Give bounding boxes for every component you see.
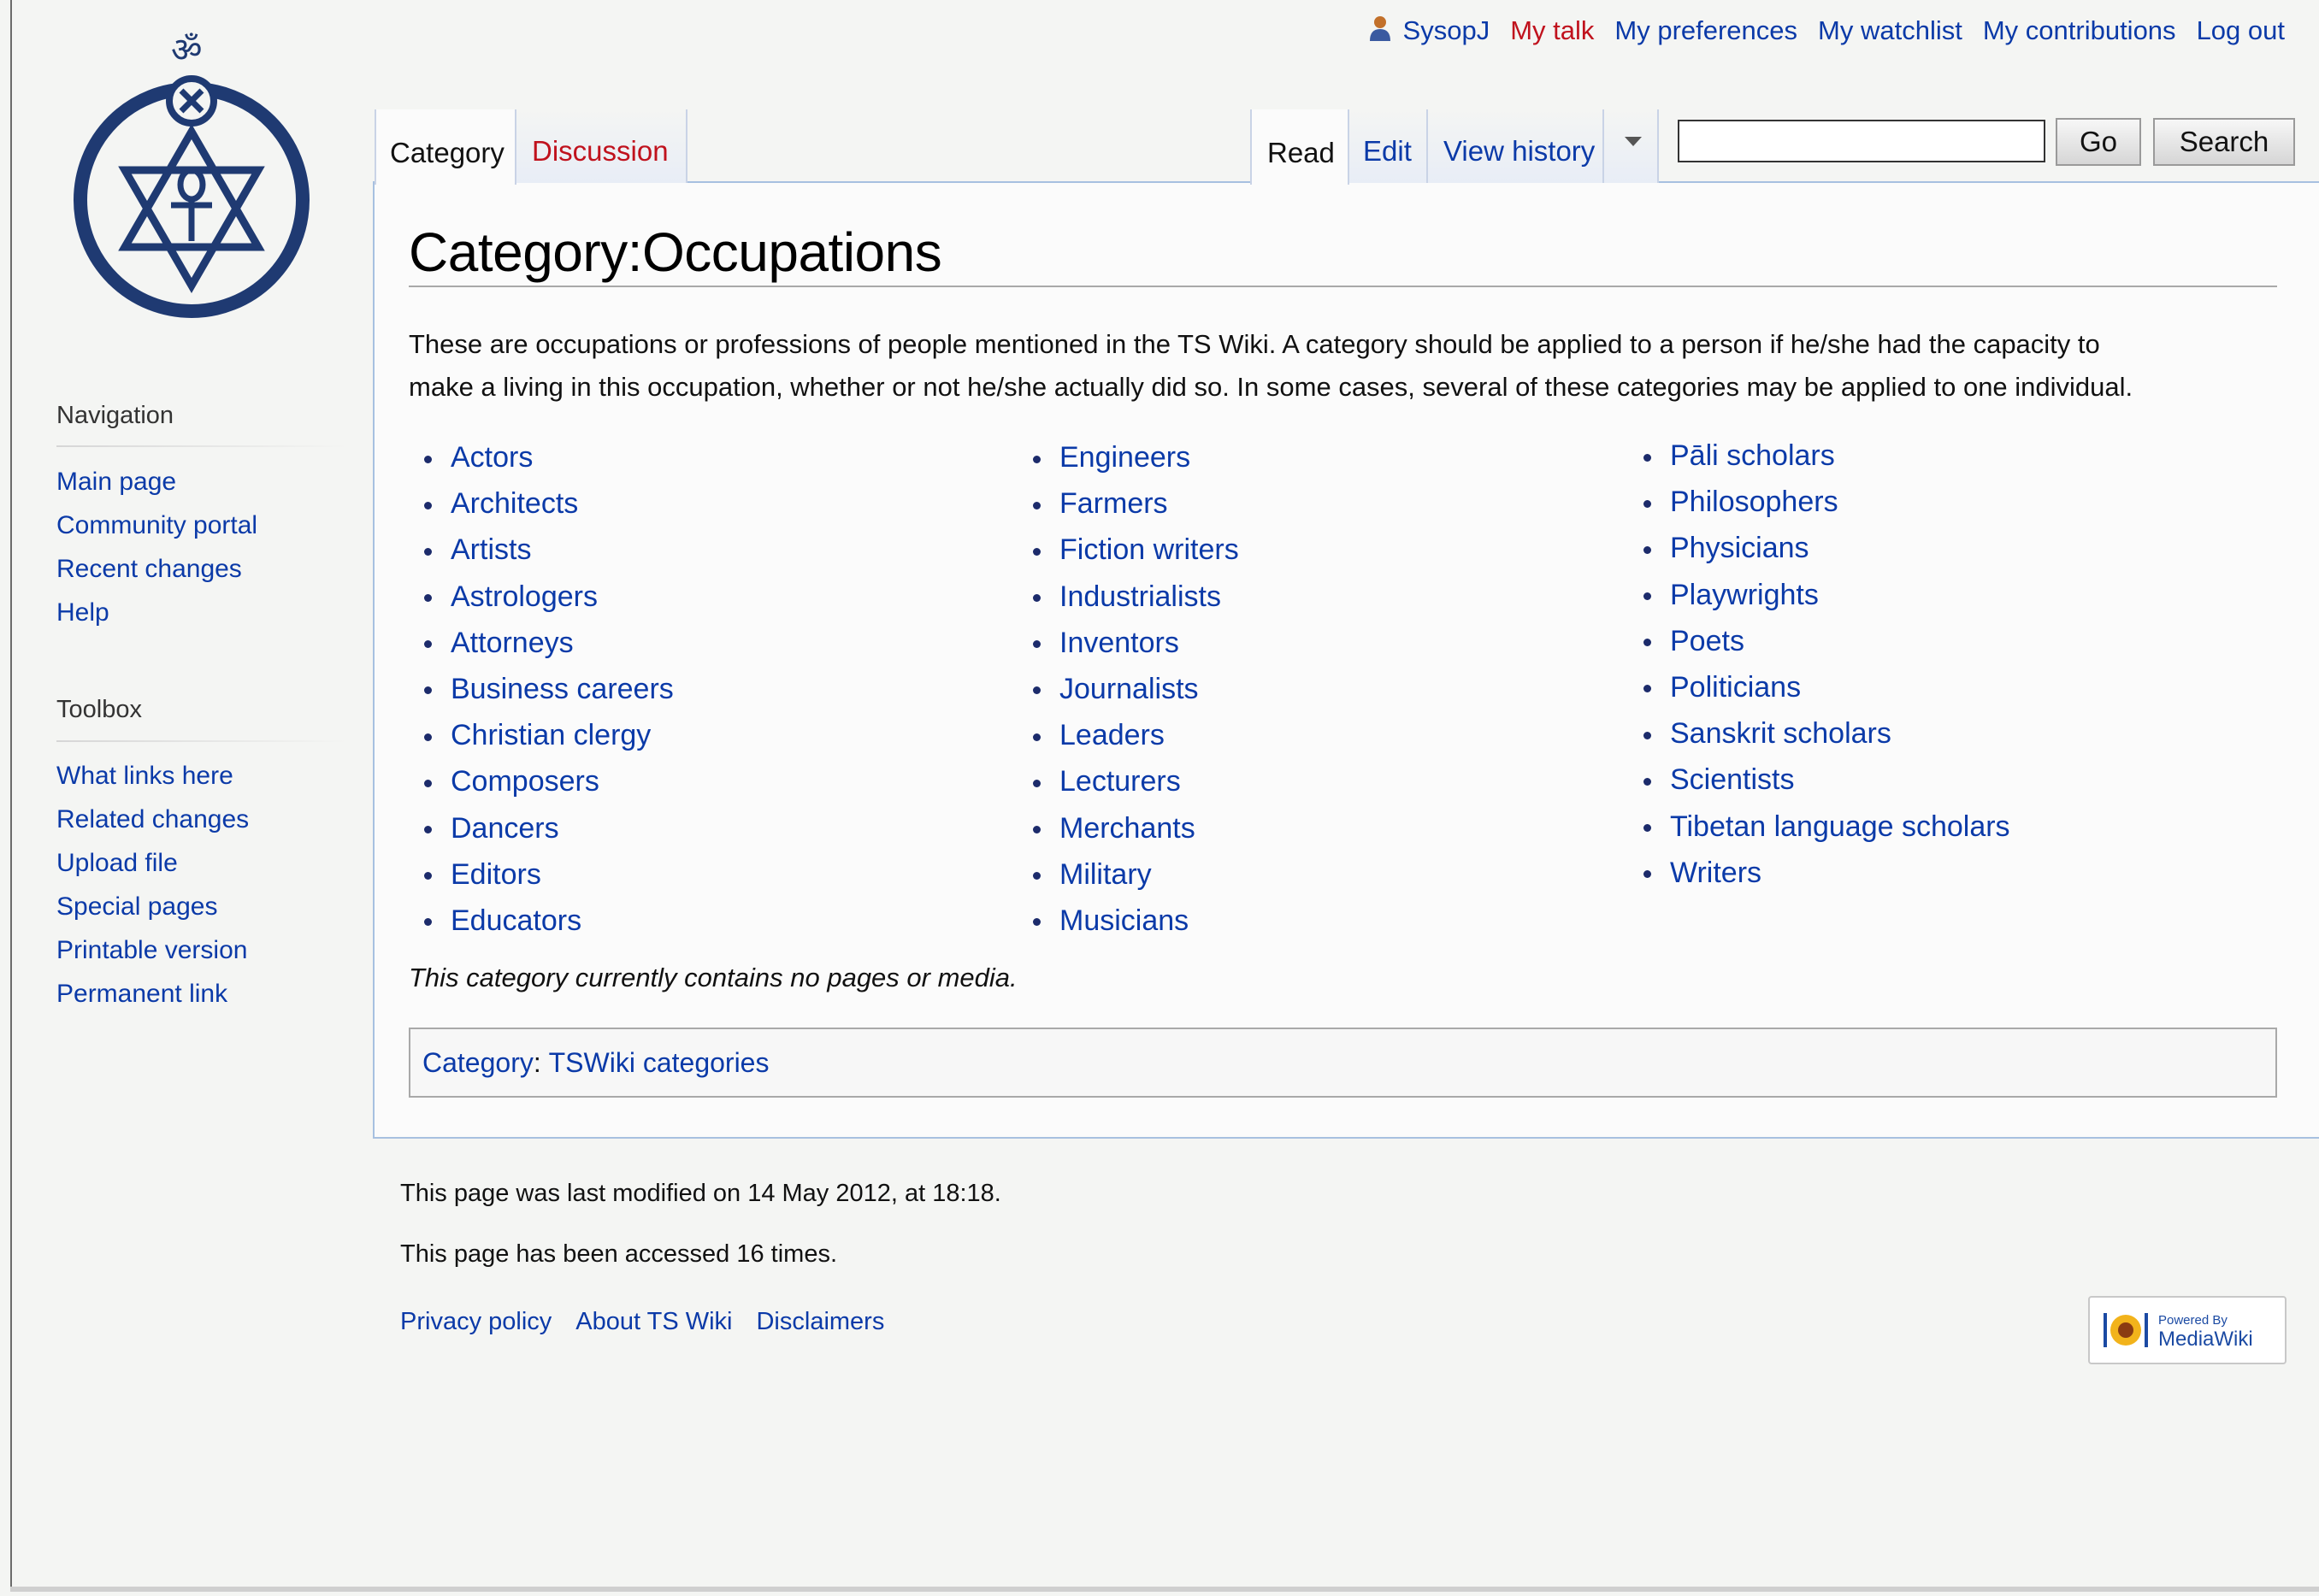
description-line-2: make a living in this occupation, whether or not he/she actually did so. In some cases, several of these categories may be applied to one individual. [409, 372, 2133, 402]
navigation-list [56, 460, 257, 634]
logout-link[interactable]: Log out [2196, 15, 2285, 45]
catlinks-colon: : [533, 1046, 549, 1078]
sidebar-item-upload-file[interactable]: Upload file [56, 849, 178, 877]
subcategory-column-2 [1033, 434, 1239, 944]
window-frame-bottom [10, 1587, 2319, 1592]
about-ts-wiki-link[interactable]: About TS Wiki [575, 1308, 733, 1335]
subcategory-link[interactable]: Politicians [1643, 664, 2010, 710]
powered-by-mediawiki-badge[interactable] [2088, 1296, 2287, 1364]
subcategory-link[interactable]: Inventors [1033, 620, 1239, 666]
category-links-box [409, 1028, 2277, 1098]
subcategory-link[interactable]: Editors [424, 851, 674, 898]
category-description [409, 323, 2290, 409]
tab-category-label: Category [390, 137, 505, 168]
sidebar-item-related-changes[interactable]: Related changes [56, 805, 250, 833]
search-button[interactable]: Search [2153, 118, 2295, 166]
subcategory-link[interactable]: Farmers [1033, 480, 1239, 527]
subcategory-link[interactable]: Christian clergy [424, 712, 674, 758]
subcategory-link[interactable]: Writers [1643, 850, 2010, 896]
go-button[interactable]: Go [2056, 118, 2141, 166]
tab-view-history-label: View history [1443, 135, 1596, 167]
subcategory-link[interactable]: Actors [424, 434, 674, 480]
toolbox-heading: Toolbox [56, 696, 142, 723]
search-input[interactable] [1678, 120, 2045, 162]
subcategory-link[interactable]: Attorneys [424, 620, 674, 666]
subcategory-link[interactable]: Business careers [424, 666, 674, 712]
navigation-heading: Navigation [56, 402, 174, 429]
tab-bar-baseline [687, 181, 1252, 183]
my-contributions-link[interactable]: My contributions [1982, 15, 2176, 45]
actions-menu[interactable] [1604, 109, 1659, 183]
my-talk-link[interactable]: My talk [1510, 15, 1595, 45]
subcategory-link[interactable]: Physicians [1643, 525, 2010, 571]
subcategory-link[interactable]: Tibetan language scholars [1643, 804, 2010, 850]
user-name: SysopJ [1402, 15, 1490, 45]
subcategory-link[interactable]: Scientists [1643, 757, 2010, 803]
no-pages-notice: This category currently contains no pages or media. [409, 963, 1018, 992]
subcategory-link[interactable]: Educators [424, 898, 674, 944]
tab-read[interactable] [1250, 109, 1349, 185]
subcategory-link[interactable]: Artists [424, 527, 674, 573]
user-page-link[interactable] [1369, 15, 1490, 46]
page-title: Category:Occupations [409, 221, 942, 283]
sidebar-item-recent-changes[interactable]: Recent changes [56, 555, 242, 583]
user-icon [1369, 15, 1391, 41]
sidebar-item-special-pages[interactable]: Special pages [56, 892, 218, 921]
subcategory-link[interactable]: Fiction writers [1033, 527, 1239, 573]
subcategory-link[interactable]: Poets [1643, 618, 2010, 664]
my-preferences-link[interactable]: My preferences [1614, 15, 1798, 45]
subcategory-link[interactable]: Musicians [1033, 898, 1239, 944]
subcategory-link[interactable]: Merchants [1033, 805, 1239, 851]
powered-by-label: Powered By [2158, 1313, 2228, 1328]
subcategory-link[interactable]: Dancers [424, 805, 674, 851]
access-count-text: This page has been accessed 16 times. [400, 1240, 838, 1268]
subcategory-column-3 [1643, 433, 2010, 896]
subcategory-link[interactable]: Playwrights [1643, 572, 2010, 618]
sidebar-item-permanent-link[interactable]: Permanent link [56, 980, 228, 1008]
my-watchlist-link[interactable]: My watchlist [1818, 15, 1962, 45]
tab-edit[interactable] [1349, 109, 1428, 183]
subcategory-link[interactable]: Industrialists [1033, 574, 1239, 620]
subcategory-link[interactable]: Military [1033, 851, 1239, 898]
catlinks-tswiki-categories[interactable]: TSWiki categories [548, 1046, 770, 1078]
tab-edit-label: Edit [1363, 135, 1412, 167]
sidebar-item-help[interactable]: Help [56, 598, 109, 627]
personal-tools [1369, 12, 2285, 50]
page-title-divider [409, 286, 2277, 287]
footer-links [400, 1308, 908, 1336]
tab-discussion-label: Discussion [532, 135, 669, 167]
disclaimers-link[interactable]: Disclaimers [756, 1308, 885, 1335]
subcategory-link[interactable]: Composers [424, 758, 674, 804]
sunflower-icon [2102, 1306, 2150, 1354]
theosophical-seal-icon [80, 31, 303, 311]
window-frame-left [10, 0, 12, 1588]
subcategory-link[interactable]: Leaders [1033, 712, 1239, 758]
subcategory-link[interactable]: Architects [424, 480, 674, 527]
last-modified-text: This page was last modified on 14 May 2012, at 18:18. [400, 1180, 1001, 1207]
subcategory-link[interactable]: Pāli scholars [1643, 433, 2010, 479]
chevron-down-icon [1625, 137, 1642, 146]
subcategory-link[interactable]: Philosophers [1643, 479, 2010, 525]
tab-discussion[interactable] [516, 109, 687, 183]
subcategory-link[interactable]: Lecturers [1033, 758, 1239, 804]
sidebar-item-community-portal[interactable]: Community portal [56, 511, 258, 539]
sidebar-item-what-links-here[interactable]: What links here [56, 762, 233, 790]
toolbox-list [56, 754, 249, 1016]
description-line-1: These are occupations or professions of people mentioned in the TS Wiki. A category should be applied to a person if he/she had the capacity to [409, 329, 2100, 359]
subcategory-link[interactable]: Engineers [1033, 434, 1239, 480]
site-logo[interactable] [62, 29, 327, 345]
subcategory-column-1 [424, 434, 674, 944]
tab-category[interactable] [375, 109, 516, 185]
subcategory-link[interactable]: Journalists [1033, 666, 1239, 712]
privacy-policy-link[interactable]: Privacy policy [400, 1308, 552, 1335]
subcategory-link[interactable]: Astrologers [424, 574, 674, 620]
subcategory-link[interactable]: Sanskrit scholars [1643, 710, 2010, 757]
navigation-divider [56, 445, 347, 447]
tab-read-label: Read [1267, 137, 1335, 168]
catlinks-label[interactable]: Category [422, 1046, 534, 1078]
toolbox-divider [56, 740, 347, 742]
mediawiki-label: MediaWiki [2158, 1328, 2253, 1351]
svg-text:ॐ: ॐ [171, 31, 203, 70]
sidebar-item-main-page[interactable]: Main page [56, 468, 177, 496]
tab-view-history[interactable] [1428, 109, 1604, 183]
sidebar-item-printable-version[interactable]: Printable version [56, 936, 248, 964]
